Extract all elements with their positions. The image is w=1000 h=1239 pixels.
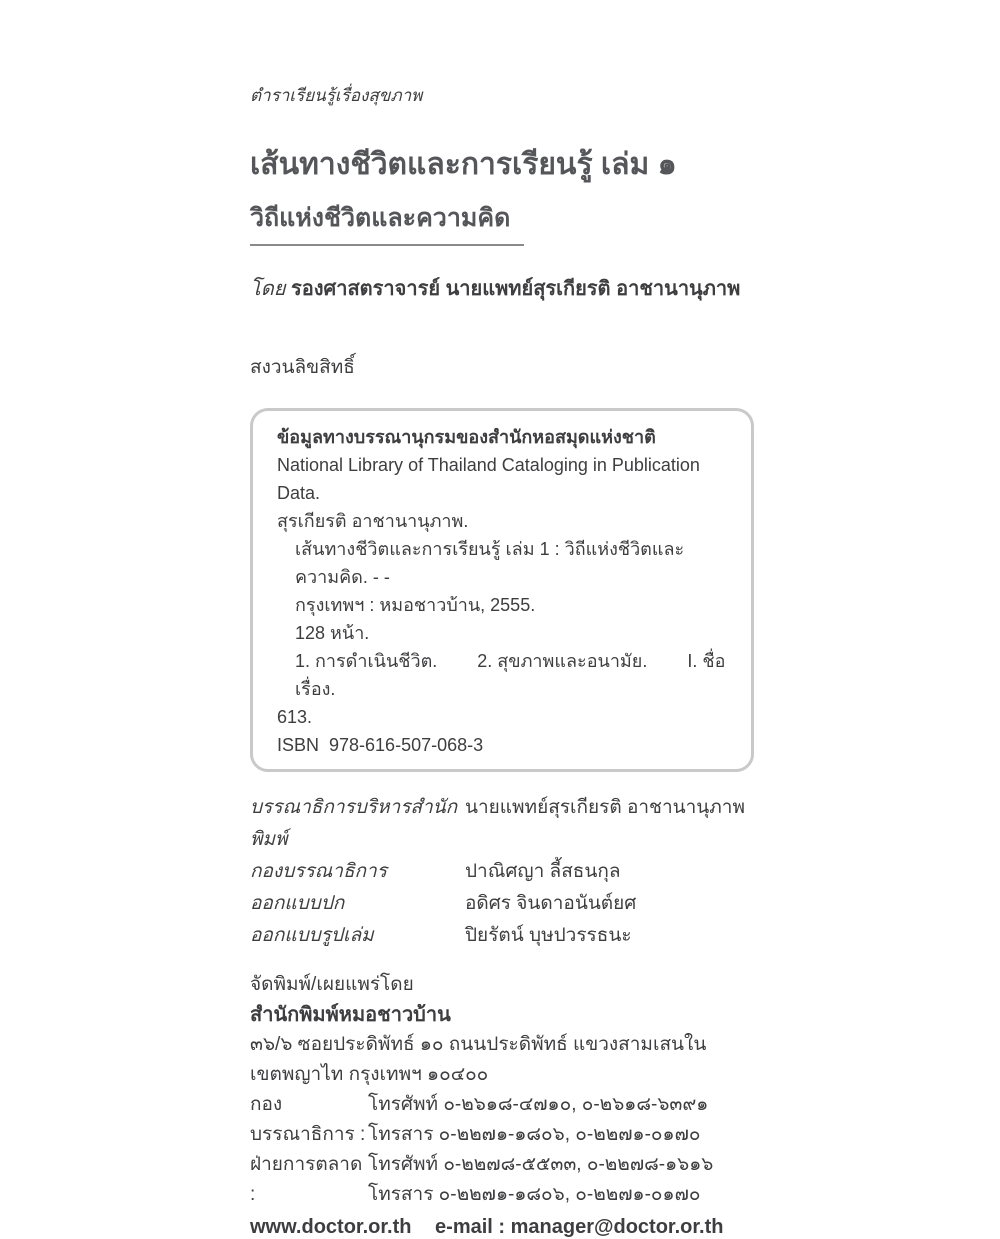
- author-name: รองศาสตราจารย์ นายแพทย์สุรเกียรติ อาชานานุภาพ: [291, 278, 741, 300]
- contact-row-marketing: [250, 1150, 770, 1210]
- publisher-email: e-mail : manager@doctor.or.th: [435, 1216, 724, 1238]
- credit-value: ปาณิศญา ลี้สธนกุล: [465, 861, 621, 882]
- credit-value: ปิยรัตน์ บุษปวรรธนะ: [465, 925, 632, 946]
- contact-lines: [368, 1150, 713, 1210]
- credit-label: กองบรรณาธิการ: [250, 861, 387, 882]
- cip-line: เส้นทางชีวิตและการเรียนรู้ เล่ม 1 : วิถีแห่งชีวิตและความคิด. - -: [295, 539, 685, 587]
- cip-line: กรุงเทพฯ : หมอชาวบ้าน, 2555.: [295, 595, 536, 615]
- contact-fax: โทรสาร ๐-๒๒๗๑-๑๘๐๖, ๐-๒๒๗๑-๐๑๗๐: [368, 1124, 701, 1145]
- credit-row-layout-design: [250, 920, 770, 952]
- credit-row-cover-design: [250, 888, 770, 920]
- byline: [250, 272, 770, 304]
- published-by-label: จัดพิมพ์/เผยแพร่โดย: [250, 974, 414, 995]
- cataloging-in-publication-box: [250, 408, 754, 772]
- credit-label: ออกแบบปก: [250, 893, 345, 914]
- byline-prefix: โดย: [250, 278, 286, 300]
- book-subtitle-row: [250, 198, 770, 246]
- publisher-address-line2: เขตพญาไท กรุงเทพฯ ๑๐๔๐๐: [250, 1064, 489, 1085]
- cip-box-title: ข้อมูลทางบรรณานุกรมของสำนักหอสมุดแห่งชาติ: [277, 427, 656, 447]
- cip-line-classification: 613.: [277, 707, 313, 727]
- copyright-notice: สงวนลิขสิทธิ์: [250, 357, 355, 378]
- contact-row-editorial: [250, 1090, 770, 1150]
- page-content: [250, 82, 770, 1239]
- contact-label: กองบรรณาธิการ :: [250, 1094, 366, 1145]
- cip-line-isbn: ISBN 978-616-507-068-3: [277, 735, 484, 755]
- credit-row-executive-editor: [250, 792, 770, 856]
- footer-contact-line: [250, 1216, 770, 1239]
- cip-line: National Library of Thailand Cataloging in Publication Data.: [277, 455, 705, 503]
- book-subtitle: วิถีแห่งชีวิตและความคิด: [250, 198, 524, 246]
- contact-fax: โทรสาร ๐-๒๒๗๑-๑๘๐๖, ๐-๒๒๗๑-๐๑๗๐: [368, 1184, 701, 1205]
- credit-label: บรรณาธิการบริหารสำนักพิมพ์: [250, 797, 458, 850]
- cip-line: สุรเกียรติ อาชานานุภาพ.: [277, 511, 469, 531]
- credits-list: [250, 792, 770, 952]
- publisher-name: สำนักพิมพ์หมอชาวบ้าน: [250, 1004, 451, 1026]
- credit-label: ออกแบบรูปเล่ม: [250, 925, 374, 946]
- publisher-website: www.doctor.or.th: [250, 1216, 412, 1238]
- cip-line: 1. การดำเนินชีวิต. 2. สุขภาพและอนามัย. I. ชื่อเรื่อง.: [295, 651, 726, 699]
- publisher-block: [250, 970, 770, 1210]
- publisher-address-line1: ๓๖/๖ ซอยประดิพัทธ์ ๑๐ ถนนประดิพัทธ์ แขวงสามเสนใน: [250, 1034, 707, 1055]
- credit-value: นายแพทย์สุรเกียรติ อาชานานุภาพ: [465, 797, 745, 818]
- contact-label: ฝ่ายการตลาด :: [250, 1154, 363, 1205]
- series-label: ตำราเรียนรู้เรื่องสุขภาพ: [250, 86, 423, 105]
- cip-line: 128 หน้า.: [295, 623, 370, 643]
- book-title: เส้นทางชีวิตและการเรียนรู้ เล่ม ๑: [250, 148, 677, 181]
- contact-lines: [368, 1090, 708, 1150]
- contact-phone: โทรศัพท์ ๐-๒๒๗๘-๕๕๓๓, ๐-๒๒๗๘-๑๖๑๖: [368, 1154, 714, 1175]
- contact-phone: โทรศัพท์ ๐-๒๖๑๘-๔๗๑๐, ๐-๒๖๑๘-๖๓๙๑: [368, 1094, 709, 1115]
- credit-value: อดิศร จินดาอนันต์ยศ: [465, 893, 637, 914]
- credit-row-editorial-team: [250, 856, 770, 888]
